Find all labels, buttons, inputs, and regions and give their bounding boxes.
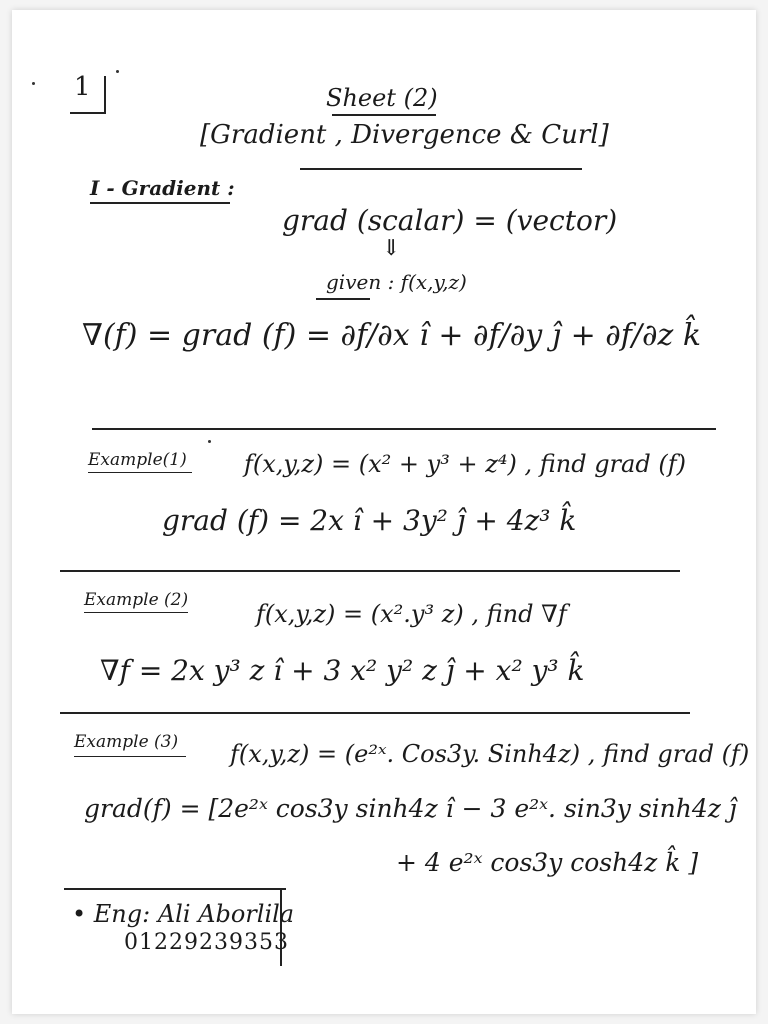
document-page xyxy=(12,10,756,1014)
example-3-label-underline xyxy=(74,756,186,757)
credit-box-border xyxy=(64,888,286,890)
example-1-function: f(x,y,z) = (x² + y³ + z⁴) , find grad (f) xyxy=(244,450,686,478)
divider xyxy=(92,428,716,430)
example-2-label: Example (2) xyxy=(84,590,189,610)
given-line: given : f(x,y,z) xyxy=(326,270,467,294)
example-3-label: Example (3) xyxy=(74,732,179,752)
example-2-label-underline xyxy=(84,612,188,613)
divider xyxy=(60,570,680,572)
example-2-answer: ∇f = 2x y³ z î + 3 x² y² z ĵ + x² y³ k̂ xyxy=(100,654,585,687)
author-name: • Eng: Ali Aborlila xyxy=(72,900,295,928)
example-2-function: f(x,y,z) = (x².y³ z) , find ∇f xyxy=(256,600,567,628)
example-3-answer-line-2: + 4 e²ˣ cos3y cosh4z k̂ ] xyxy=(396,848,699,877)
example-3-answer-line-1: grad(f) = [2e²ˣ cos3y sinh4z î − 3 e²ˣ. sin3y sinh4z ĵ xyxy=(84,794,737,823)
example-1-answer: grad (f) = 2x î + 3y² ĵ + 4z³ k̂ xyxy=(162,504,577,537)
divider xyxy=(60,712,690,714)
stray-mark xyxy=(32,82,35,85)
concept-statement: grad (scalar) = (vector) xyxy=(282,204,618,237)
page-number: 1 xyxy=(74,72,91,102)
example-1-label: Example(1) xyxy=(88,450,187,470)
author-phone: 01229239353 xyxy=(124,930,289,955)
page-number-underline xyxy=(70,112,104,114)
gradient-formula: ∇(f) = grad (f) = ∂f/∂x î + ∂f/∂y ĵ + ∂f/∂z k̂ xyxy=(82,318,702,353)
title-underline xyxy=(332,114,436,116)
given-underline xyxy=(316,298,370,300)
section-underline xyxy=(90,202,230,204)
stray-mark xyxy=(116,70,119,73)
subtitle-underline xyxy=(300,168,582,170)
example-1-label-underline xyxy=(88,472,192,473)
stray-mark xyxy=(208,440,211,443)
page-number-bracket xyxy=(104,76,106,114)
section-heading: I - Gradient : xyxy=(90,176,235,200)
example-3-function: f(x,y,z) = (e²ˣ. Cos3y. Sinh4z) , find grad (f) xyxy=(230,740,750,768)
down-arrow-icon: ⇓ xyxy=(382,236,401,261)
sheet-title: Sheet (2) xyxy=(326,84,438,112)
sheet-subtitle: [Gradient , Divergence & Curl] xyxy=(200,120,609,150)
